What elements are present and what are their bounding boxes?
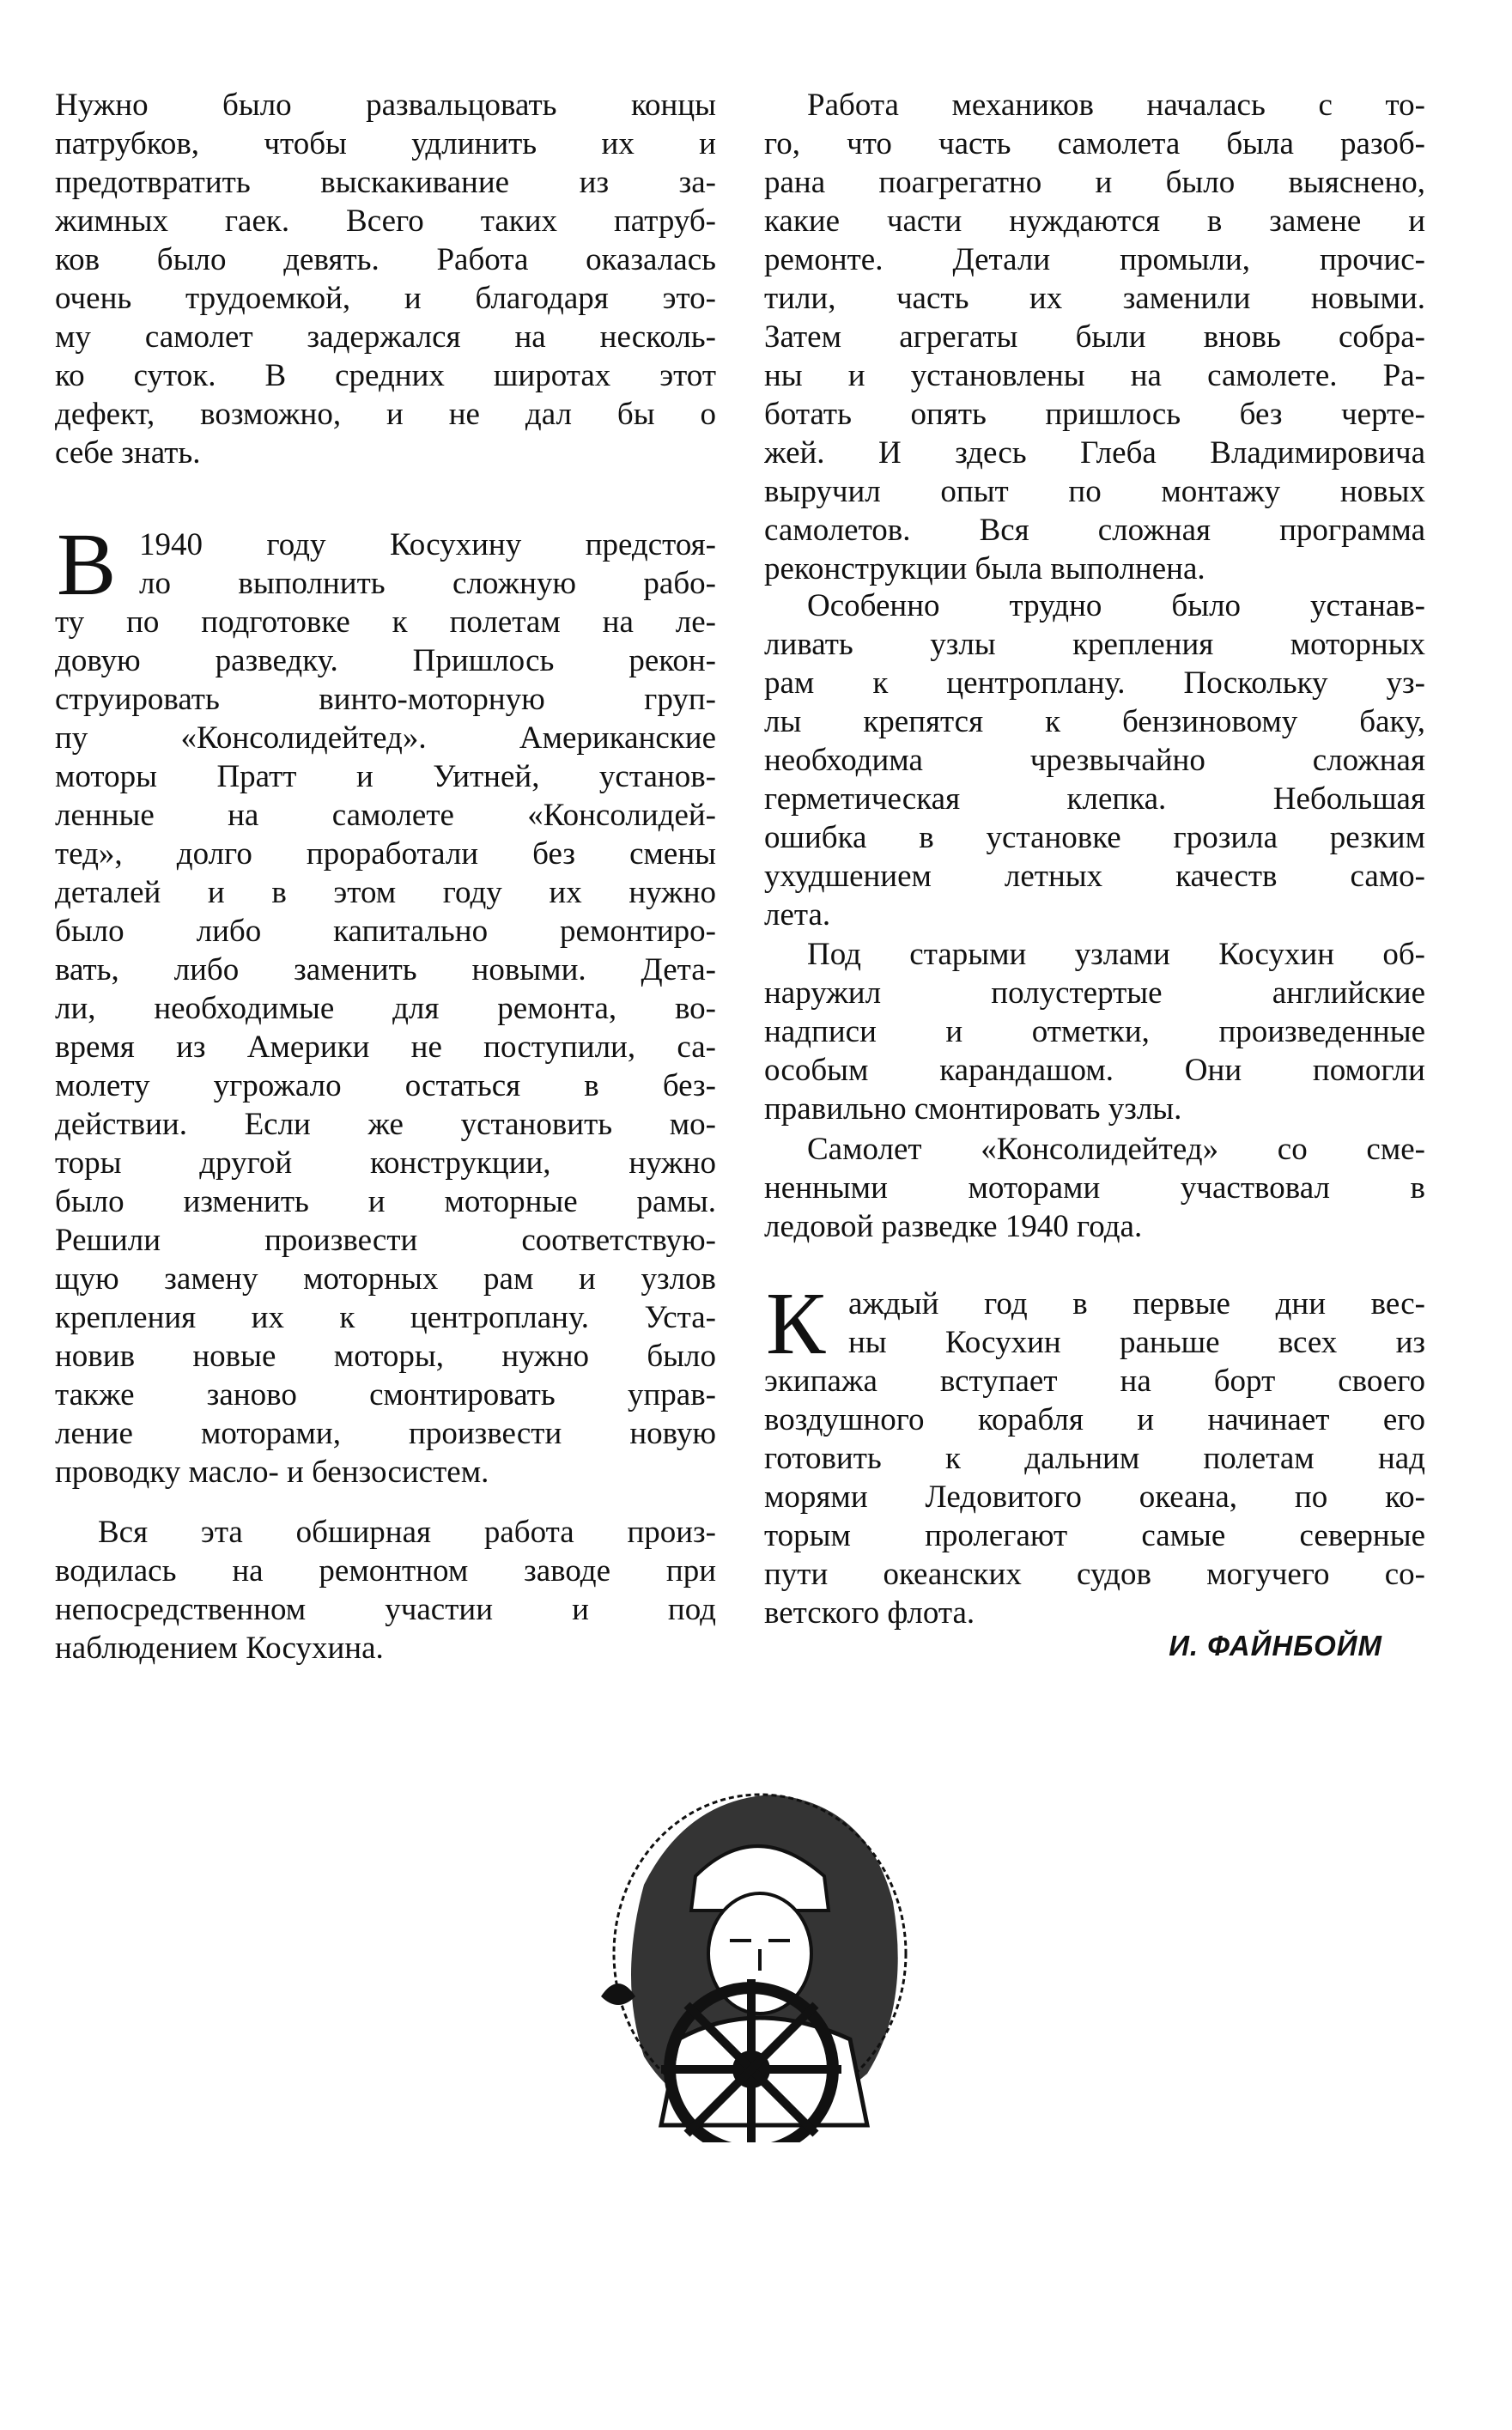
text-line: ненными моторами участвовал в	[764, 1170, 1425, 1206]
drop-cap: В	[57, 515, 117, 614]
text-line: вать, либо заменить новыми. Дета-	[55, 952, 716, 987]
text-line: реконструкции была выполнена.	[764, 551, 1205, 586]
text-line: ухудшением летных качеств само-	[764, 859, 1425, 894]
text-line: торы другой конструкции, нужно	[55, 1145, 716, 1181]
text-line: ветского флота.	[764, 1595, 975, 1631]
text-line: торым пролегают самые северные	[764, 1518, 1425, 1553]
text-line: ло выполнить сложную рабо-	[139, 566, 716, 601]
text-line: также заново смонтировать управ-	[55, 1377, 716, 1412]
paragraph	[764, 86, 1425, 588]
text-line: го, что часть самолета была разоб-	[764, 126, 1425, 161]
text-line: моторы Пратт и Уитней, установ-	[55, 759, 716, 794]
text-line: тили, часть их заменили новыми.	[764, 281, 1425, 316]
text-line: лы крепятся к бензиновому баку,	[764, 704, 1425, 739]
text-line: ко суток. В средних широтах этот	[55, 358, 716, 393]
text-line: правильно смонтировать узлы.	[764, 1091, 1182, 1127]
text-line: Самолет «Консолидейтед» со сме-	[807, 1132, 1425, 1167]
text-line: воздушного корабля и начинает его	[764, 1402, 1425, 1437]
text-line: ту по подготовке к полетам на ле-	[55, 604, 716, 640]
text-line: герметическая клепка. Небольшая	[764, 781, 1425, 817]
text-line: жей. И здесь Глеба Владимировича	[764, 435, 1425, 471]
text-line: проводку масло- и бензосистем.	[55, 1455, 489, 1490]
text-line: какие части нуждаются в замене и	[764, 204, 1425, 239]
text-line: Вся эта обширная работа произ-	[98, 1515, 716, 1550]
text-line: лета.	[764, 897, 831, 933]
text-line: наружил полустертые английские	[764, 975, 1425, 1011]
author-signature: И. ФАЙНБОЙМ	[1169, 1630, 1382, 1662]
text-line: ление моторами, произвести новую	[55, 1416, 716, 1451]
woodcut-illustration-pilot-at-wheel	[584, 1782, 944, 2142]
text-line: экипажа вступает на борт своего	[764, 1364, 1425, 1399]
text-line: особым карандашом. Они помогли	[764, 1053, 1425, 1088]
text-line: было либо капитально ремонтиро-	[55, 914, 716, 949]
text-line: себе знать.	[55, 435, 201, 471]
text-line: ледовой разведке 1940 года.	[764, 1209, 1143, 1244]
text-line: Особенно трудно было устанав-	[807, 588, 1425, 623]
text-line: ли, необходимые для ремонта, во-	[55, 991, 716, 1026]
text-line: очень трудоемкой, и благодаря это-	[55, 281, 716, 316]
text-line: молету угрожало остаться в без-	[55, 1068, 716, 1103]
text-line: ков было девять. Работа оказалась	[55, 242, 716, 277]
text-line: рам к центроплану. Поскольку уз-	[764, 665, 1425, 701]
text-line: ленные на самолете «Консолидей-	[55, 798, 716, 833]
text-line: было изменить и моторные рамы.	[55, 1184, 716, 1219]
paragraph	[55, 86, 716, 472]
text-line: самолетов. Вся сложная программа	[764, 513, 1425, 548]
text-line: готовить к дальним полетам над	[764, 1441, 1425, 1476]
text-line: довую разведку. Пришлось рекон-	[55, 643, 716, 678]
text-line: Решили произвести соответствую-	[55, 1223, 716, 1258]
text-line: 1940 году Косухину предстоя-	[139, 527, 716, 562]
text-line: время из Америки не поступили, са-	[55, 1030, 716, 1065]
text-line: дефект, возможно, и не дал бы о	[55, 397, 716, 432]
text-line: морями Ледовитого океана, по ко-	[764, 1479, 1425, 1515]
text-line: щую замену моторных рам и узлов	[55, 1261, 716, 1297]
paragraph	[764, 1130, 1425, 1246]
text-line: пути океанских судов могучего со-	[764, 1557, 1425, 1592]
text-line: Затем агрегаты были вновь собра-	[764, 319, 1425, 355]
text-line: крепления их к центроплану. Уста-	[55, 1300, 716, 1335]
text-line: наблюдением Косухина.	[55, 1631, 384, 1666]
paragraph	[764, 586, 1425, 934]
text-line: надписи и отметки, произведенные	[764, 1014, 1425, 1049]
text-line: ливать узлы крепления моторных	[764, 627, 1425, 662]
text-line: действии. Если же установить мо-	[55, 1107, 716, 1142]
text-line: необходима чрезвычайно сложная	[764, 743, 1425, 778]
drop-cap: К	[766, 1274, 826, 1373]
text-line: предотвратить выскакивание из за-	[55, 165, 716, 200]
text-line: патрубков, чтобы удлинить их и	[55, 126, 716, 161]
paragraph	[764, 1274, 1425, 1632]
paragraph	[55, 1513, 716, 1668]
text-line: аждый год в первые дни вес-	[848, 1286, 1425, 1321]
text-line: Под старыми узлами Косухин об-	[807, 937, 1425, 972]
text-line: му самолет задержался на несколь-	[55, 319, 716, 355]
text-line: непосредственном участии и под	[55, 1592, 716, 1627]
text-line: тед», долго проработали без смены	[55, 836, 716, 872]
paragraph	[55, 515, 716, 1491]
text-line: ошибка в установке грозила резким	[764, 820, 1425, 855]
text-line: ны и установлены на самолете. Ра-	[764, 358, 1425, 393]
text-line: жимных гаек. Всего таких патруб-	[55, 204, 716, 239]
text-line: новив новые моторы, нужно было	[55, 1339, 716, 1374]
text-line: пу «Консолидейтед». Американские	[55, 720, 716, 756]
text-line: водилась на ремонтном заводе при	[55, 1553, 716, 1589]
text-line: Работа механиков началась с то-	[807, 88, 1425, 123]
text-line: ботать опять пришлось без черте-	[764, 397, 1425, 432]
text-line: деталей и в этом году их нужно	[55, 875, 716, 910]
text-line: Нужно было развальцовать концы	[55, 88, 716, 123]
text-line: ны Косухин раньше всех из	[848, 1325, 1425, 1360]
paragraph	[764, 935, 1425, 1128]
text-line: ремонте. Детали промыли, прочис-	[764, 242, 1425, 277]
text-line: выручил опыт по монтажу новых	[764, 474, 1425, 509]
text-line: струировать винто-моторную груп-	[55, 682, 716, 717]
text-line: рана поагрегатно и было выяснено,	[764, 165, 1425, 200]
